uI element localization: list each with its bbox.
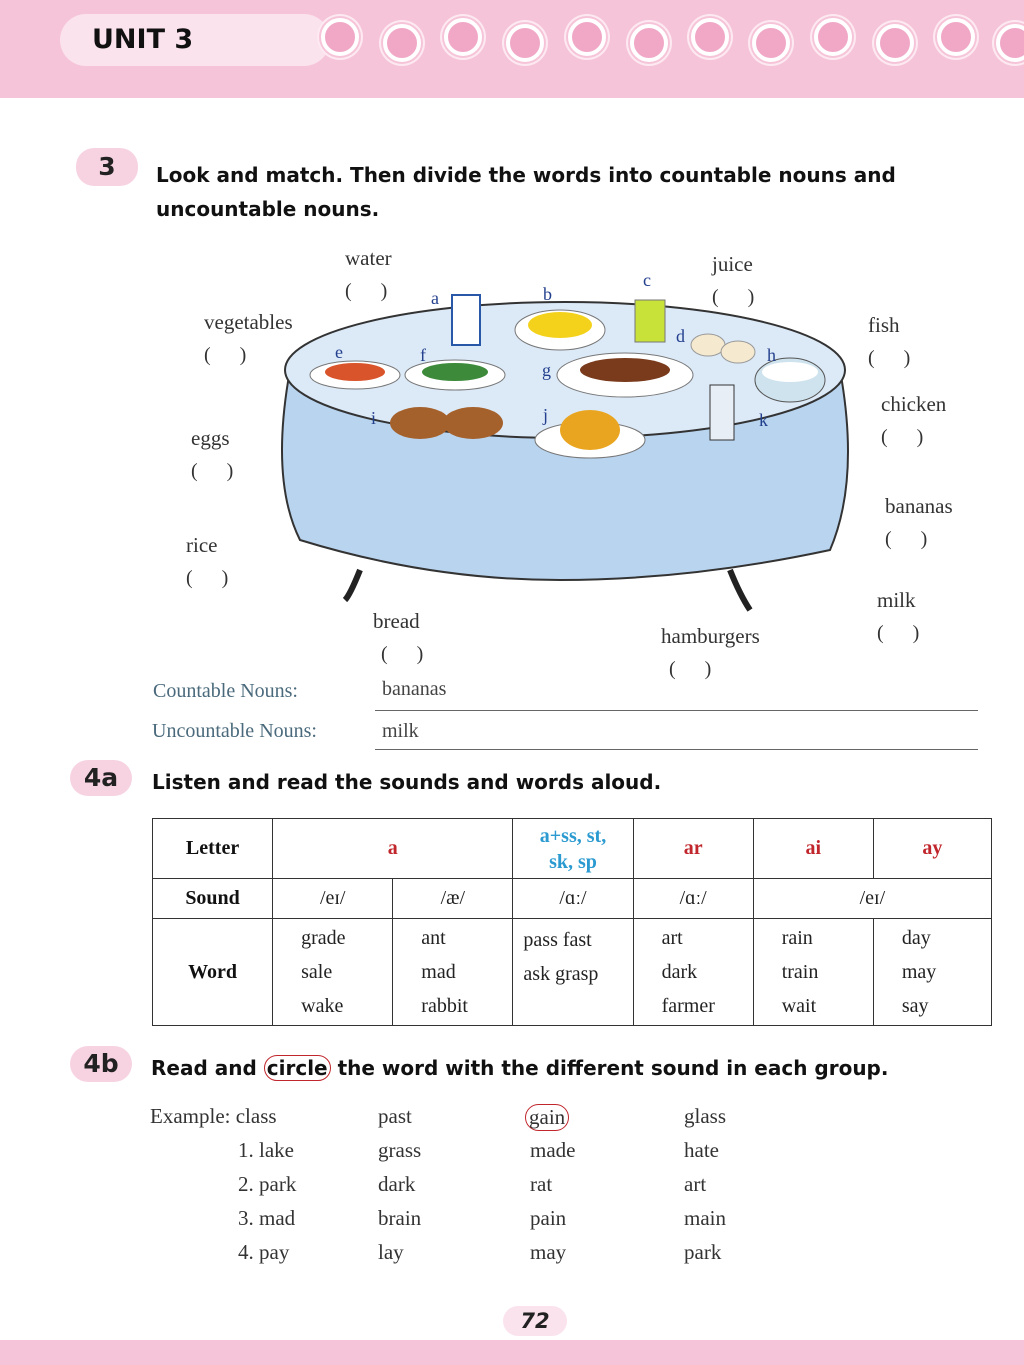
exercise-option[interactable]: may <box>530 1240 567 1264</box>
match-blank[interactable]: ( ) <box>381 643 436 665</box>
food-letter: i <box>371 408 377 428</box>
food-letter: b <box>543 284 552 304</box>
match-blank[interactable]: ( ) <box>877 622 932 644</box>
word-item: may <box>901 961 937 983</box>
exercise-item-label: 4. pay <box>238 1240 290 1264</box>
letter-ay: ay <box>873 819 991 879</box>
food-letter: c <box>643 270 651 290</box>
word-item: rain <box>781 927 813 949</box>
word-item: pass fast <box>523 929 592 951</box>
sound: /eɪ/ <box>273 879 393 919</box>
match-word: chicken <box>881 392 947 416</box>
exercise-option[interactable]: main <box>684 1206 726 1230</box>
exercise-option[interactable]: rat <box>530 1172 553 1196</box>
row-header-word: Word <box>153 919 273 1026</box>
exercise-item-label: Example: class <box>150 1104 277 1128</box>
word-cell <box>633 919 753 1026</box>
exercise-option[interactable]: gain <box>525 1104 569 1131</box>
table-illustration <box>270 280 870 620</box>
match-word: juice <box>712 252 753 276</box>
match-blank[interactable]: ( ) <box>868 347 923 369</box>
word-item: ask grasp <box>523 963 599 985</box>
word-item: ant <box>421 927 446 949</box>
food-letter: h <box>767 345 776 365</box>
uncountable-line <box>375 749 978 750</box>
match-word: hamburgers <box>661 624 760 648</box>
exercise-option[interactable]: lay <box>378 1240 404 1264</box>
letter-ar: ar <box>633 819 753 879</box>
word-cell <box>753 919 873 1026</box>
row-header-letter: Letter <box>153 819 273 879</box>
match-blank[interactable]: ( ) <box>191 460 246 482</box>
word-item: dark <box>661 961 698 983</box>
exercise-option[interactable]: dark <box>378 1172 416 1196</box>
decorative-dot-icon <box>937 18 975 56</box>
exercise-option[interactable]: grass <box>378 1138 422 1162</box>
decorative-dot-icon <box>752 24 790 62</box>
uncountable-answer[interactable]: milk <box>382 720 419 742</box>
exercise-option[interactable]: made <box>530 1138 576 1162</box>
exercise-option[interactable]: glass <box>684 1104 726 1128</box>
match-blank[interactable]: ( ) <box>186 567 241 589</box>
countable-label: Countable Nouns: <box>153 680 298 702</box>
word-cell <box>513 919 633 1026</box>
decorative-dot-icon <box>814 18 852 56</box>
instruction-pre: Read and <box>151 1056 257 1080</box>
decorative-dot-icon <box>876 24 914 62</box>
word-item: grade <box>301 927 346 949</box>
food-letter: k <box>759 410 768 430</box>
food-letter: e <box>335 342 343 362</box>
sound: /æ/ <box>393 879 513 919</box>
sound: /ɑː/ <box>513 879 633 919</box>
match-word: bread <box>373 609 420 633</box>
sound: /ɑː/ <box>633 879 753 919</box>
sound: /eɪ/ <box>753 879 991 919</box>
word-cell <box>873 919 991 1026</box>
match-word: fish <box>868 313 900 337</box>
word-cell <box>273 919 393 1026</box>
match-blank[interactable]: ( ) <box>881 426 936 448</box>
exercise-item-label: 1. lake <box>238 1138 294 1162</box>
match-blank[interactable]: ( ) <box>712 286 767 308</box>
exercise-option[interactable]: art <box>684 1172 707 1196</box>
letter-ai: ai <box>753 819 873 879</box>
row-header-sound: Sound <box>153 879 273 919</box>
exercise-option[interactable]: past <box>378 1104 412 1128</box>
uncountable-label: Uncountable Nouns: <box>152 720 317 742</box>
section-4b-instruction <box>151 1056 888 1080</box>
word-item: mad <box>421 961 456 983</box>
food-letter: a <box>431 288 439 308</box>
letter-a: a <box>273 819 513 879</box>
match-blank[interactable]: ( ) <box>345 280 400 302</box>
section-4a-badge: 4a <box>70 760 132 796</box>
letter-ass-1: a+ss, st, <box>539 824 607 847</box>
instruction-circle-word: circle <box>264 1055 331 1081</box>
exercise-item-label: 2. park <box>238 1172 297 1196</box>
food-letter: f <box>420 345 426 365</box>
match-blank[interactable]: ( ) <box>204 344 259 366</box>
match-word: bananas <box>885 494 953 518</box>
word-item: art <box>661 927 683 949</box>
match-word: water <box>345 246 392 270</box>
decorative-dot-icon <box>444 18 482 56</box>
match-word: vegetables <box>204 310 293 334</box>
unit-title: UNIT 3 <box>92 24 194 55</box>
match-blank[interactable]: ( ) <box>669 658 724 680</box>
instruction-post: the word with the different sound in each group. <box>337 1056 889 1080</box>
letter-ass-2: sk, sp <box>549 850 597 873</box>
word-item: wake <box>301 995 344 1017</box>
exercise-option[interactable]: hate <box>684 1138 719 1162</box>
decorative-dot-icon <box>321 18 359 56</box>
decorative-dot-icon <box>568 18 606 56</box>
exercise-option[interactable]: brain <box>378 1206 422 1230</box>
countable-answer[interactable]: bananas <box>382 678 447 700</box>
word-item: rabbit <box>421 995 468 1017</box>
decorative-dot-icon <box>630 24 668 62</box>
food-letter: j <box>543 405 549 425</box>
decorative-dot-icon <box>383 24 421 62</box>
section-3-instruction: Look and match. Then divide the words into countable nouns and uncountable nouns. <box>156 163 896 221</box>
match-blank[interactable]: ( ) <box>885 528 940 550</box>
match-word: milk <box>877 588 916 612</box>
word-item: farmer <box>661 995 715 1017</box>
phonics-table <box>152 818 992 1026</box>
exercise-option[interactable]: park <box>684 1240 722 1264</box>
letter-ass-cell <box>513 819 633 879</box>
match-word: rice <box>186 533 218 557</box>
exercise-option[interactable]: pain <box>530 1206 567 1230</box>
section-4b-badge: 4b <box>70 1046 132 1082</box>
word-item: day <box>901 927 931 949</box>
food-letter: d <box>676 326 685 346</box>
section-4a-instruction: Listen and read the sounds and words aloud. <box>152 770 662 794</box>
word-item: sale <box>301 961 333 983</box>
decorative-dot-icon <box>691 18 729 56</box>
footer-band <box>0 1340 1024 1365</box>
countable-line <box>375 710 978 711</box>
decorative-dot-icon <box>506 24 544 62</box>
exercise-item-label: 3. mad <box>238 1206 296 1230</box>
word-item: wait <box>781 995 817 1017</box>
word-item: say <box>901 995 929 1017</box>
match-word: eggs <box>191 426 230 450</box>
word-item: train <box>781 961 819 983</box>
word-cell <box>393 919 513 1026</box>
food-letter: g <box>542 360 551 380</box>
page-number: 72 <box>503 1306 567 1336</box>
section-3-badge: 3 <box>76 148 138 186</box>
